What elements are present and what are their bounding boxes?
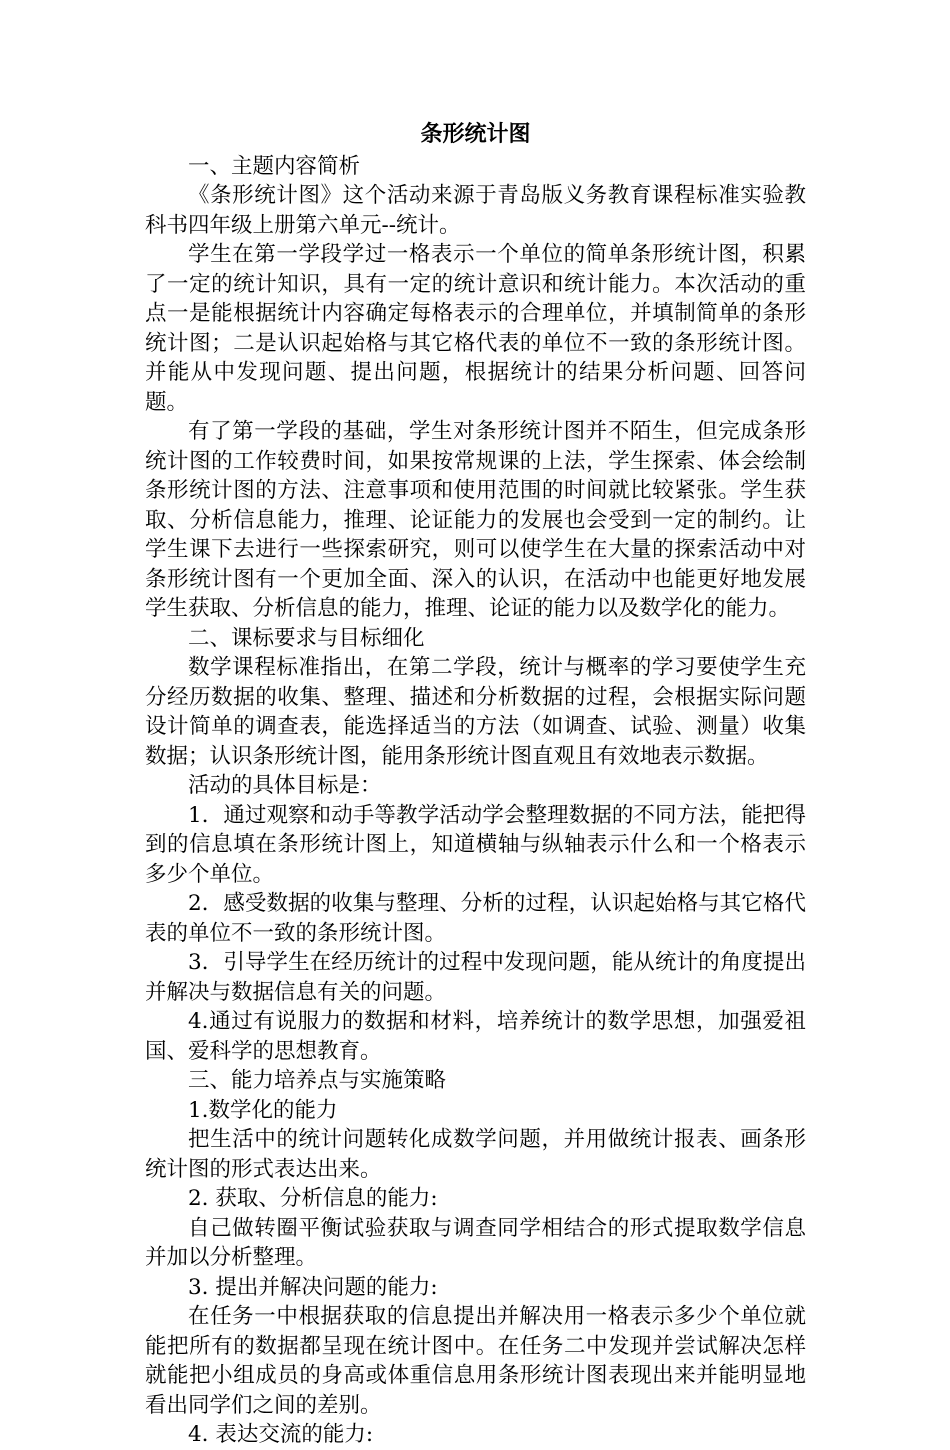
document-title: 条形统计图: [420, 121, 531, 147]
paragraph-background: 有了第一学段的基础，学生对条形统计图并不陌生，但完成条形统计图的工作较费时间，如果按常规课的上法，学生探索、体会绘制条形统计图的方法、注意事项和使用范围的时间就比较紧张。学生获取、分析信息能力，推理、论证能力的发展也会受到一定的制约。让学生课下去进行一些探索研究，则可以使学生在大量的探索活动中对条形统计图有一个更加全面、深入的认识，在活动中也能更好地发展学生获取、分析信息的能力，推理、论证的能力以及数学化的能力。: [145, 419, 806, 621]
section-heading-1: 一、主题内容简析: [188, 153, 361, 179]
ability-heading-3: 3. 提出并解决问题的能力:: [188, 1274, 438, 1300]
ability-heading-1: 1.数学化的能力: [188, 1097, 338, 1123]
section-heading-3: 三、能力培养点与实施策略: [188, 1068, 447, 1093]
section-heading-2: 二、课标要求与目标细化: [188, 625, 425, 651]
goal-item-1: 1．通过观察和动手等教学活动学会整理数据的不同方法，能把得到的信息填在条形统计图上，知道横轴与纵轴表示什么和一个格表示多少个单位。: [145, 802, 806, 887]
paragraph-standard: 数学课程标准指出，在第二学段，统计与概率的学习要使学生充分经历数据的收集、整理、描述和分析数据的过程，会根据实际问题设计简单的调查表，能选择适当的方法（如调查、试验、测量）收集数据；认识条形统计图，能用条形统计图直观且有效地表示数据。: [145, 655, 806, 769]
ability-heading-2: 2. 获取、分析信息的能力:: [188, 1186, 438, 1211]
ability-text-3: 在任务一中根据获取的信息提出并解决用一格表示多少个单位就能把所有的数据都呈现在统计图中。在任务二中发现并尝试解决怎样就能把小组成员的身高或体重信息用条形统计图表现出来并能明显地看出同学们之间的差别。: [145, 1304, 806, 1418]
paragraph-source: 《条形统计图》这个活动来源于青岛版义务教育课程标准实验教科书四年级上册第六单元--统计。: [145, 183, 806, 238]
goal-item-3: 3．引导学生在经历统计的过程中发现问题，能从统计的角度提出并解决与数据信息有关的问题。: [145, 950, 806, 1005]
ability-text-2: 自己做转圈平衡试验获取与调查同学相结合的形式提取数学信息并加以分析整理。: [145, 1215, 806, 1270]
ability-heading-4: 4. 表达交流的能力:: [188, 1422, 374, 1447]
goal-item-4: 4.通过有说服力的数据和材料，培养统计的数学思想，加强爱祖国、爱科学的思想教育。: [145, 1009, 806, 1064]
paragraph-focus: 学生在第一学段学过一格表示一个单位的简单条形统计图，积累了一定的统计知识，具有一定的统计意识和统计能力。本次活动的重点一是能根据统计内容确定每格表示的合理单位，并填制简单的条形统计图；二是认识起始格与其它格代表的单位不一致的条形统计图。并能从中发现问题、提出问题，根据统计的结果分析问题、回答问题。: [145, 242, 806, 415]
ability-text-1: 把生活中的统计问题转化成数学问题，并用做统计报表、画条形统计图的形式表达出来。: [145, 1127, 806, 1182]
document-page: [145, 120, 806, 1450]
paragraph-goals-intro: 活动的具体目标是：: [188, 773, 382, 798]
goal-item-2: 2．感受数据的收集与整理、分析的过程，认识起始格与其它格代表的单位不一致的条形统计图。: [145, 891, 806, 946]
